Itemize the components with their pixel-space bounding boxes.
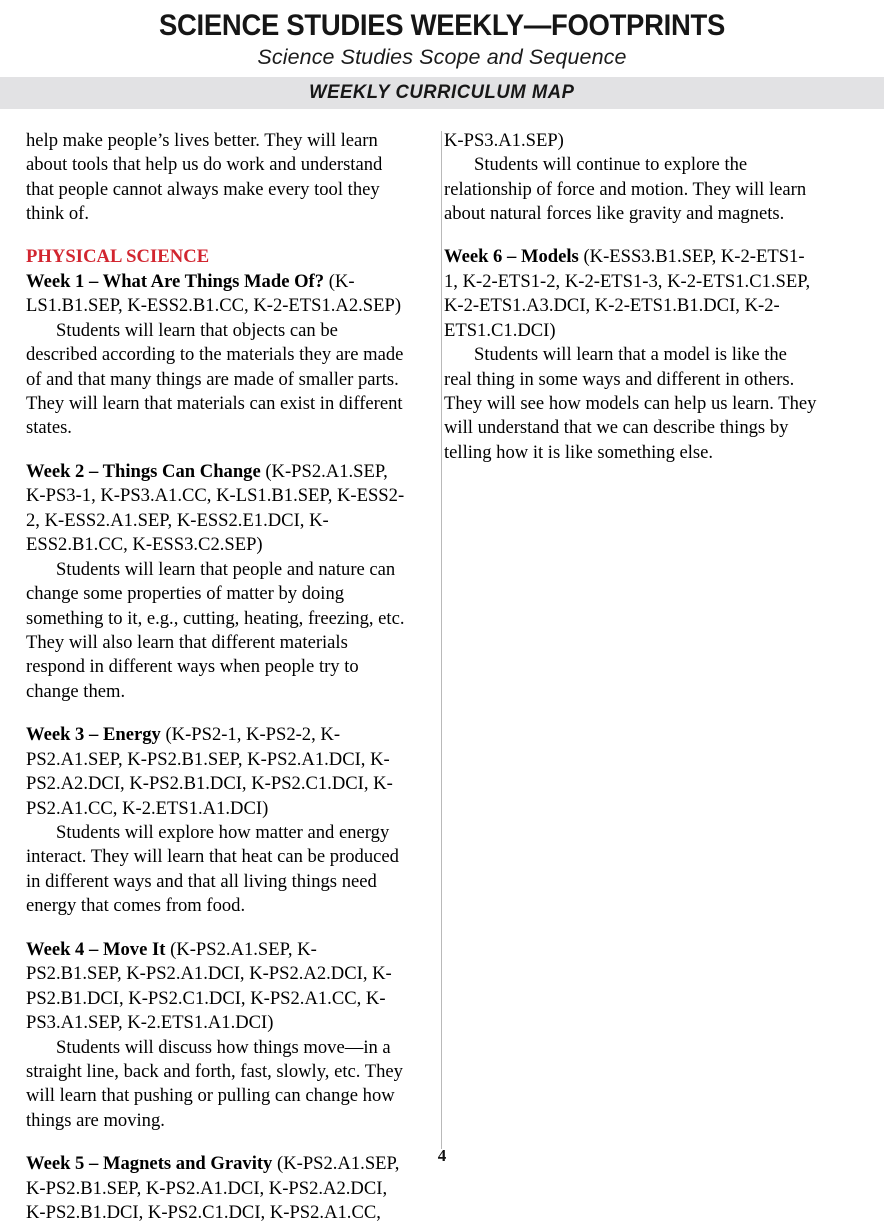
continued-standards-codes: K-PS3.A1.SEP)	[444, 129, 564, 151]
week-title: Week 6 – Models	[444, 246, 579, 268]
week-title: Week 4 – Move It	[26, 938, 166, 960]
week-heading	[26, 270, 406, 319]
week-title: Week 3 – Energy	[26, 724, 161, 746]
week-standards-codes: (K-LS1.B1.SEP, K-ESS2.B1.CC, K-2-ETS1.A2.SEP)	[26, 270, 402, 317]
section-heading-physical-science: PHYSICAL SCIENCE	[26, 246, 210, 268]
week-heading	[26, 723, 406, 821]
week-title: Week 1 – What Are Things Made Of?	[26, 270, 325, 292]
curriculum-map-band	[0, 77, 884, 109]
spacer	[26, 226, 406, 245]
spacer	[26, 704, 406, 723]
week-body: Students will learn that objects can be described according to the materials they are made of and that many things are made of smaller parts. They will learn that materials can exist in different states.	[26, 319, 404, 439]
week-standards-codes: (K-PS2.A1.SEP, K-PS3-1, K-PS3.A1.CC, K-LS1.B1.SEP, K-ESS2-2, K-ESS2.A1.SEP, K-ESS2.E1.DCI, K-ESS2.B1.CC, K-ESS3.C2.SEP)	[26, 460, 405, 556]
week-heading	[26, 938, 406, 1036]
spacer	[26, 441, 406, 460]
curriculum-map-label: WEEKLY CURRICULUM MAP	[309, 81, 575, 103]
week-heading	[444, 245, 818, 343]
left-column	[26, 129, 422, 1226]
week-heading	[26, 460, 406, 558]
continued-paragraph: help make people’s lives better. They will learn about tools that help us do work and understand that people cannot always make every tool they think of.	[26, 129, 383, 224]
publication-title: SCIENCE STUDIES WEEKLY—FOOTPRINTS	[159, 9, 725, 42]
week-standards-codes: (K-PS2.A1.SEP, K-PS2.B1.SEP, K-PS2.A1.DCI, K-PS2.A2.DCI, K-PS2.B1.DCI, K-PS2.C1.DCI, K-PS2.A1.CC, K-PS3.A1.SEP, K-2.ETS1.A1.DCI)	[26, 938, 392, 1034]
week-title: Week 2 – Things Can Change	[26, 460, 261, 482]
masthead	[0, 0, 884, 109]
right-column	[422, 129, 818, 466]
week-body: Students will discuss how things move—in a straight line, back and forth, fast, slowly, etc. They will learn that pushing or pulling can change how things are moving.	[26, 1036, 403, 1131]
week-standards-codes: (K-PS2.A1.SEP, K-PS2.B1.SEP, K-PS2.A1.DCI, K-PS2.A2.DCI, K-PS2.B1.DCI, K-PS2.C1.DCI, K-PS2.A1.CC,	[26, 1153, 400, 1224]
continued-body: Students will continue to explore the relationship of force and motion. They will learn about natural forces like gravity and magnets.	[444, 154, 807, 224]
spacer	[444, 226, 818, 245]
week-standards-codes: (K-PS2-1, K-PS2-2, K-PS2.A1.SEP, K-PS2.B1.SEP, K-PS2.A1.DCI, K-PS2.A2.DCI, K-PS2.B1.DCI, K-PS2.C1.DCI, K-PS2.A1.CC, K-2.ETS1.A1.DCI)	[26, 724, 393, 819]
page-number: 4	[437, 1146, 447, 1165]
week-body: Students will explore how matter and energy interact. They will learn that heat can be produced in different ways and that all living things need energy that comes from food.	[26, 822, 399, 917]
column-divider	[441, 131, 442, 1149]
spacer	[26, 919, 406, 938]
page-body	[0, 129, 884, 1226]
publication-subtitle: Science Studies Scope and Sequence	[257, 44, 627, 69]
week-standards-codes: (K-ESS3.B1.SEP, K-2-ETS1-1, K-2-ETS1-2, K-2-ETS1-3, K-2-ETS1.C1.SEP, K-2-ETS1.A3.DCI, K-2-ETS1.B1.DCI, K-2-ETS1.C1.DCI)	[444, 246, 811, 341]
week-body: Students will learn that a model is like the real thing in some ways and different in others. They will see how models can help us learn. They will understand that we can describe things by telling how it is like something else.	[444, 344, 817, 463]
week-title: Week 5 – Magnets and Gravity	[26, 1153, 273, 1175]
week-body: Students will learn that people and nature can change some properties of matter by doing something to it, e.g., cutting, heating, freezing, etc. They will also learn that different materials respond in different ways when people try to change them.	[26, 558, 405, 702]
